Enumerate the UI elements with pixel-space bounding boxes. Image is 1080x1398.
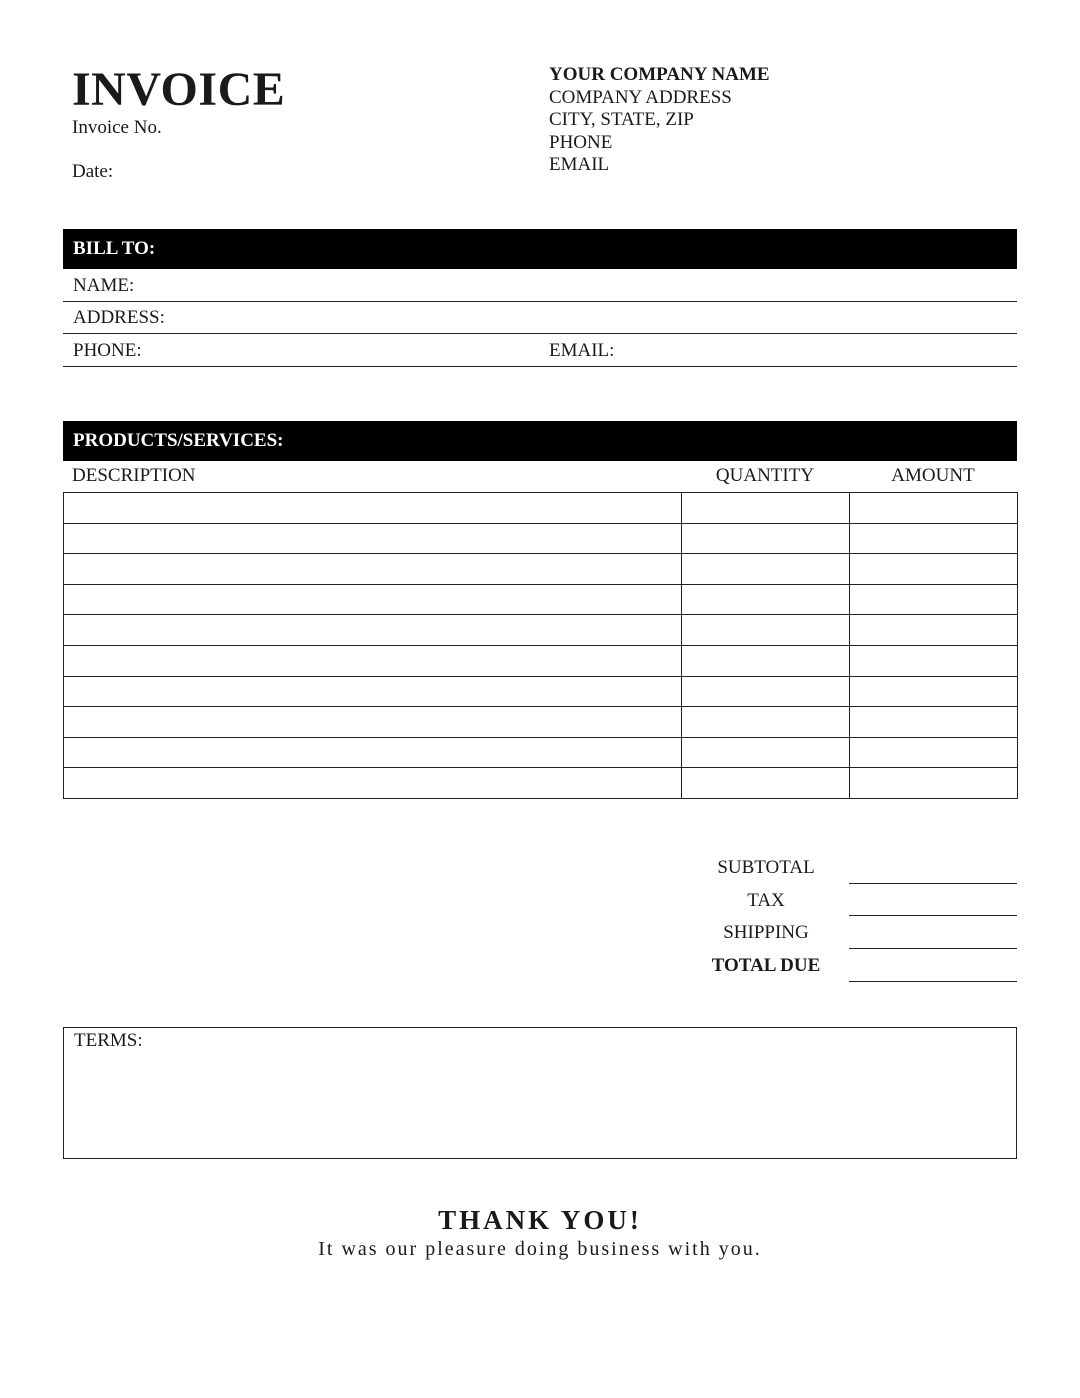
description-cell[interactable] bbox=[64, 737, 682, 768]
description-cell[interactable] bbox=[64, 523, 682, 554]
table-row bbox=[64, 645, 1018, 676]
amount-cell[interactable] bbox=[850, 554, 1018, 585]
date-label: Date: bbox=[72, 161, 114, 182]
table-row bbox=[64, 768, 1018, 799]
table-row bbox=[64, 707, 1018, 738]
bill-to-address-row[interactable] bbox=[63, 302, 1017, 334]
shipping-label: SHIPPING bbox=[723, 922, 809, 943]
tax-label: TAX bbox=[747, 890, 785, 911]
shipping-field[interactable] bbox=[849, 948, 1017, 949]
amount-cell[interactable] bbox=[850, 493, 1018, 524]
bill-to-contact-row[interactable] bbox=[63, 335, 1017, 367]
table-row bbox=[64, 615, 1018, 646]
closing-message: It was our pleasure doing business with you. bbox=[318, 1238, 762, 1260]
quantity-cell[interactable] bbox=[682, 523, 850, 554]
bill-to-name-label: NAME: bbox=[73, 275, 135, 296]
description-cell[interactable] bbox=[64, 707, 682, 738]
table-row bbox=[64, 554, 1018, 585]
amount-cell[interactable] bbox=[850, 768, 1018, 799]
company-email: EMAIL bbox=[549, 154, 610, 175]
table-row bbox=[64, 493, 1018, 524]
description-column-header: DESCRIPTION bbox=[72, 465, 196, 486]
subtotal-label: SUBTOTAL bbox=[717, 857, 815, 878]
company-city-state-zip: CITY, STATE, ZIP bbox=[549, 109, 694, 130]
table-row bbox=[64, 523, 1018, 554]
thank-you-heading: THANK YOU! bbox=[438, 1205, 642, 1235]
subtotal-field[interactable] bbox=[849, 883, 1017, 884]
amount-cell[interactable] bbox=[850, 737, 1018, 768]
company-address: COMPANY ADDRESS bbox=[549, 86, 732, 108]
invoice-title: INVOICE bbox=[72, 63, 286, 116]
products-table bbox=[63, 492, 1018, 799]
tax-field[interactable] bbox=[849, 915, 1017, 916]
description-cell[interactable] bbox=[64, 554, 682, 585]
company-phone: PHONE bbox=[549, 131, 613, 153]
bill-to-phone-label: PHONE: bbox=[73, 340, 142, 361]
quantity-cell[interactable] bbox=[682, 584, 850, 615]
description-cell[interactable] bbox=[64, 615, 682, 646]
terms-box[interactable] bbox=[63, 1027, 1017, 1159]
description-cell[interactable] bbox=[64, 584, 682, 615]
amount-cell[interactable] bbox=[850, 645, 1018, 676]
quantity-cell[interactable] bbox=[682, 554, 850, 585]
amount-column-header: AMOUNT bbox=[891, 465, 975, 486]
company-name: YOUR COMPANY NAME bbox=[549, 64, 770, 85]
bill-to-address-label: ADDRESS: bbox=[73, 307, 165, 328]
amount-cell[interactable] bbox=[850, 523, 1018, 554]
quantity-cell[interactable] bbox=[682, 615, 850, 646]
invoice-number-label: Invoice No. bbox=[72, 117, 162, 138]
quantity-cell[interactable] bbox=[682, 645, 850, 676]
bill-to-email-label: EMAIL: bbox=[549, 340, 615, 361]
table-row bbox=[64, 584, 1018, 615]
amount-cell[interactable] bbox=[850, 584, 1018, 615]
total-due-label: TOTAL DUE bbox=[711, 955, 821, 976]
table-row bbox=[64, 676, 1018, 707]
company-block bbox=[549, 64, 770, 177]
description-cell[interactable] bbox=[64, 676, 682, 707]
amount-cell[interactable] bbox=[850, 615, 1018, 646]
bill-to-name-row[interactable] bbox=[63, 270, 1017, 302]
table-row bbox=[64, 737, 1018, 768]
products-heading: PRODUCTS/SERVICES: bbox=[63, 421, 1017, 461]
quantity-cell[interactable] bbox=[682, 737, 850, 768]
description-cell[interactable] bbox=[64, 645, 682, 676]
amount-cell[interactable] bbox=[850, 676, 1018, 707]
amount-cell[interactable] bbox=[850, 707, 1018, 738]
description-cell[interactable] bbox=[64, 493, 682, 524]
total-due-field[interactable] bbox=[849, 981, 1017, 982]
description-cell[interactable] bbox=[64, 768, 682, 799]
quantity-column-header: QUANTITY bbox=[715, 465, 815, 486]
quantity-cell[interactable] bbox=[682, 707, 850, 738]
quantity-cell[interactable] bbox=[682, 768, 850, 799]
quantity-cell[interactable] bbox=[682, 676, 850, 707]
terms-label: TERMS: bbox=[74, 1030, 143, 1051]
bill-to-heading: BILL TO: bbox=[63, 229, 1017, 269]
quantity-cell[interactable] bbox=[682, 493, 850, 524]
